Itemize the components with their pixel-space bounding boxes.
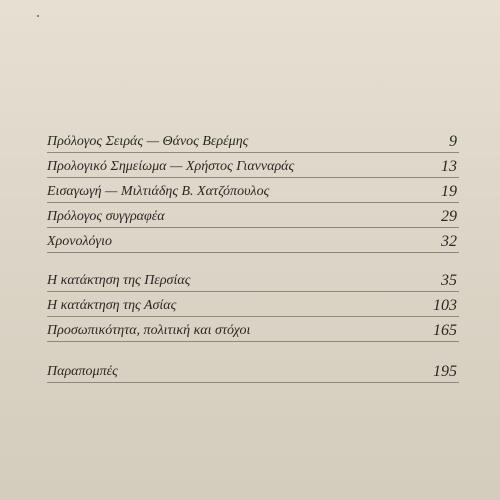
toc-entry (47, 267, 459, 292)
toc-entry-title: Προσωπικότητα, πολιτική και στόχοι (47, 323, 251, 338)
toc-entry (47, 317, 459, 342)
toc-entry (47, 128, 459, 153)
toc-entry-title: Πρόλογος Σειράς — Θάνος Βερέμης (47, 134, 249, 149)
toc-entry-page: 103 (433, 297, 457, 314)
page-speck (37, 15, 39, 17)
toc-group-chapters (47, 267, 459, 342)
toc-entry (47, 178, 459, 203)
toc-entry-title: Η κατάκτηση της Περσίας (47, 273, 191, 288)
toc-entry-title: Εισαγωγή — Μιλτιάδης Β. Χατζόπουλος (47, 184, 270, 199)
toc-entry-page: 32 (441, 233, 457, 250)
toc-entry-title: Η κατάκτηση της Ασίας (47, 298, 177, 313)
toc-entry-page: 35 (441, 272, 457, 289)
toc-entry (47, 228, 459, 253)
toc-entry-page: 195 (433, 363, 457, 380)
toc-entry-title: Προλογικό Σημείωμα — Χρήστος Γιανναράς (47, 159, 295, 174)
toc-entry (47, 292, 459, 317)
toc-entry-title: Χρονολόγιο (47, 234, 112, 249)
toc-entry (47, 203, 459, 228)
toc-entry-title: Πρόλογος συγγραφέα (47, 209, 165, 224)
toc-entry-page: 13 (441, 158, 457, 175)
toc-group-back-matter (47, 358, 459, 383)
toc-entry-page: 29 (441, 208, 457, 225)
toc-group-front-matter (47, 128, 459, 253)
toc-entry (47, 153, 459, 178)
toc-entry-page: 165 (433, 322, 457, 339)
toc-entry (47, 358, 459, 383)
toc-entry-page: 19 (441, 183, 457, 200)
toc-entry-title: Παραπομπές (47, 364, 118, 379)
toc-entry-page: 9 (449, 133, 457, 150)
